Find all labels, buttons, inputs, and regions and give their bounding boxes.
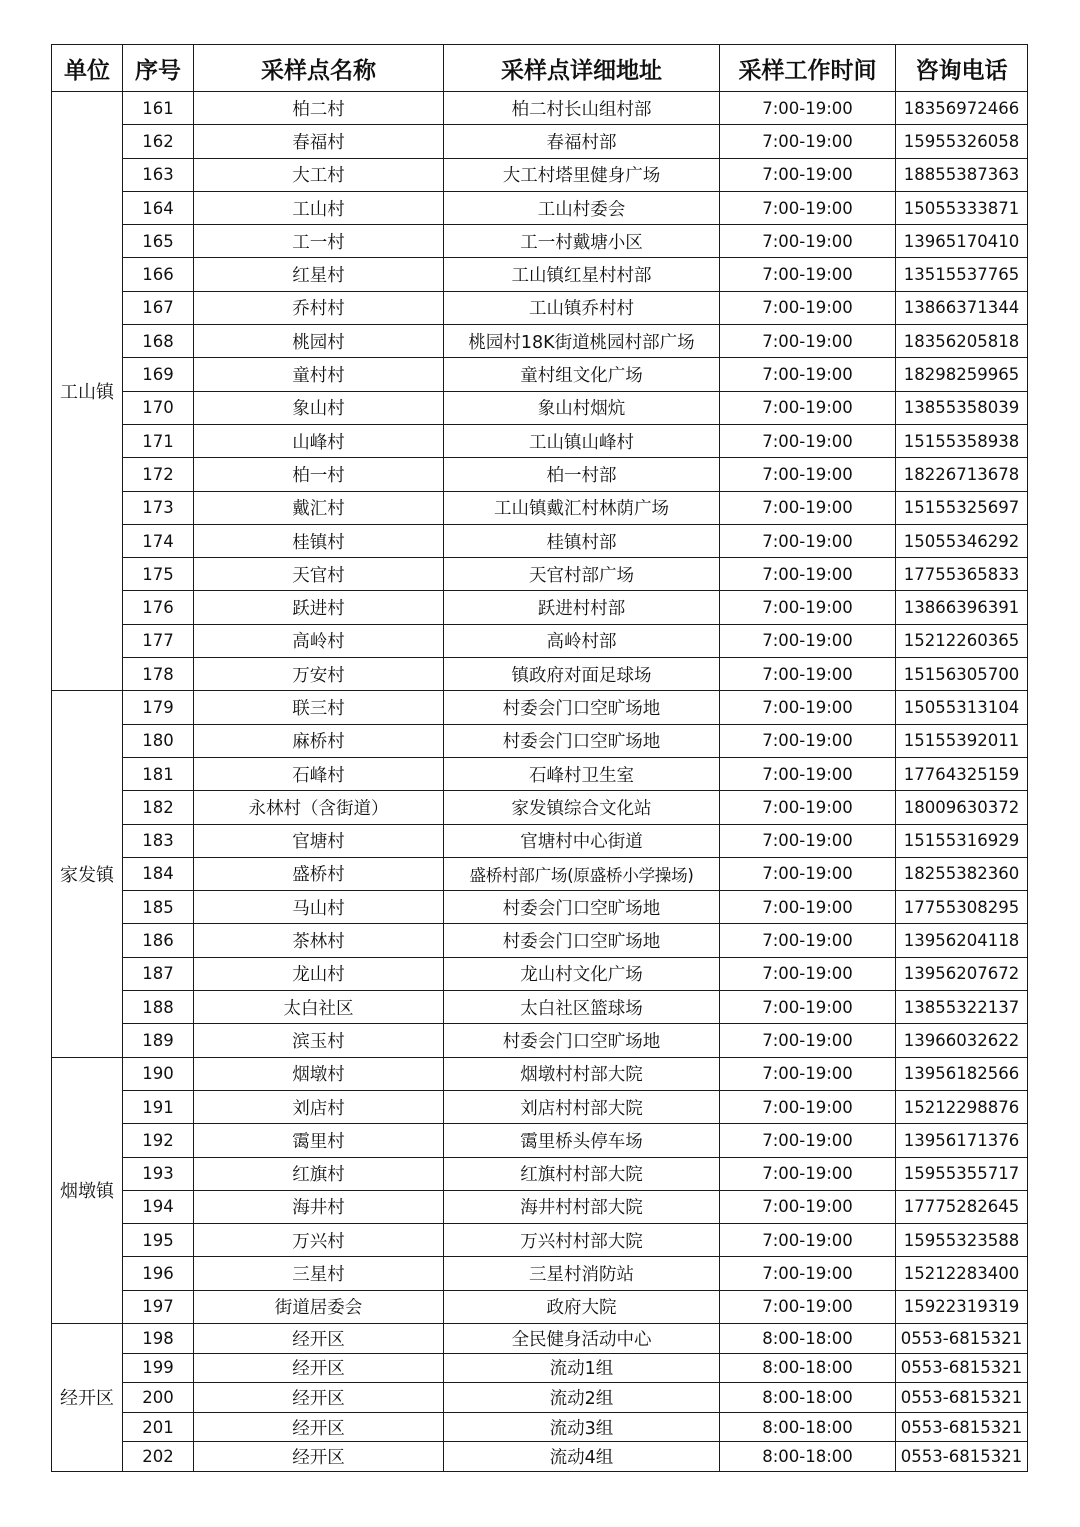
table-row (52, 1057, 1028, 1090)
phone-cell: 15155316929 (896, 824, 1028, 857)
serial-number-cell: 169 (123, 358, 194, 391)
phone-cell: 18009630372 (896, 791, 1028, 824)
table-row (52, 225, 1028, 258)
serial-number-cell: 163 (123, 158, 194, 191)
site-name-cell: 桃园村 (194, 325, 444, 358)
phone-cell: 13956204118 (896, 924, 1028, 957)
serial-number-cell: 190 (123, 1057, 194, 1090)
site-address-cell: 工山镇红星村村部 (444, 258, 720, 291)
work-time-cell: 7:00-19:00 (720, 591, 896, 624)
site-address-cell: 跃进村村部 (444, 591, 720, 624)
work-time-cell: 8:00-18:00 (720, 1442, 896, 1472)
work-time-cell: 7:00-19:00 (720, 1190, 896, 1223)
site-name-cell: 春福村 (194, 125, 444, 158)
site-name-cell: 工山村 (194, 191, 444, 224)
table-row (52, 924, 1028, 957)
serial-number-cell: 171 (123, 424, 194, 457)
work-time-cell: 8:00-18:00 (720, 1412, 896, 1442)
work-time-cell: 7:00-19:00 (720, 1124, 896, 1157)
phone-cell: 0553-6815321 (896, 1442, 1028, 1472)
site-address-cell: 桂镇村部 (444, 524, 720, 557)
site-address-cell: 流动2组 (444, 1383, 720, 1413)
table-row (52, 1124, 1028, 1157)
work-time-cell: 7:00-19:00 (720, 1290, 896, 1323)
phone-cell: 15955326058 (896, 125, 1028, 158)
serial-number-cell: 168 (123, 325, 194, 358)
site-address-cell: 村委会门口空旷场地 (444, 924, 720, 957)
site-name-cell: 经开区 (194, 1383, 444, 1413)
serial-number-cell: 186 (123, 924, 194, 957)
table-row (52, 1257, 1028, 1290)
work-time-cell: 7:00-19:00 (720, 1057, 896, 1090)
serial-number-cell: 187 (123, 957, 194, 990)
work-time-cell: 8:00-18:00 (720, 1323, 896, 1353)
site-address-cell: 全民健身活动中心 (444, 1323, 720, 1353)
table-row (52, 325, 1028, 358)
phone-cell: 15155358938 (896, 424, 1028, 457)
site-name-cell: 霭里村 (194, 1124, 444, 1157)
table-row (52, 624, 1028, 657)
site-name-cell: 太白社区 (194, 991, 444, 1024)
site-name-cell: 柏二村 (194, 92, 444, 125)
unit-cell: 烟墩镇 (52, 1057, 123, 1323)
table-row (52, 991, 1028, 1024)
serial-number-cell: 181 (123, 757, 194, 790)
site-address-cell: 流动3组 (444, 1412, 720, 1442)
work-time-cell: 7:00-19:00 (720, 1257, 896, 1290)
site-address-cell: 柏一村部 (444, 458, 720, 491)
table-row (52, 158, 1028, 191)
serial-number-cell: 179 (123, 691, 194, 724)
phone-cell: 17764325159 (896, 757, 1028, 790)
work-time-cell: 7:00-19:00 (720, 757, 896, 790)
phone-cell: 13956182566 (896, 1057, 1028, 1090)
phone-cell: 18356972466 (896, 92, 1028, 125)
header-phone: 咨询电话 (896, 45, 1028, 92)
table-row (52, 1157, 1028, 1190)
work-time-cell: 7:00-19:00 (720, 857, 896, 890)
site-name-cell: 麻桥村 (194, 724, 444, 757)
serial-number-cell: 164 (123, 191, 194, 224)
serial-number-cell: 193 (123, 1157, 194, 1190)
phone-cell: 18356205818 (896, 325, 1028, 358)
site-name-cell: 街道居委会 (194, 1290, 444, 1323)
table-row (52, 1323, 1028, 1353)
serial-number-cell: 162 (123, 125, 194, 158)
serial-number-cell: 192 (123, 1124, 194, 1157)
phone-cell: 13965170410 (896, 225, 1028, 258)
site-name-cell: 经开区 (194, 1323, 444, 1353)
header-row (52, 45, 1028, 92)
phone-cell: 17755308295 (896, 891, 1028, 924)
phone-cell: 0553-6815321 (896, 1323, 1028, 1353)
site-name-cell: 经开区 (194, 1442, 444, 1472)
work-time-cell: 8:00-18:00 (720, 1353, 896, 1383)
site-name-cell: 童村村 (194, 358, 444, 391)
site-name-cell: 跃进村 (194, 591, 444, 624)
phone-cell: 15212260365 (896, 624, 1028, 657)
serial-number-cell: 197 (123, 1290, 194, 1323)
phone-cell: 18298259965 (896, 358, 1028, 391)
site-address-cell: 龙山村文化广场 (444, 957, 720, 990)
site-name-cell: 大工村 (194, 158, 444, 191)
table-row (52, 791, 1028, 824)
phone-cell: 13966032622 (896, 1024, 1028, 1057)
site-address-cell: 工山村委会 (444, 191, 720, 224)
phone-cell: 13866371344 (896, 291, 1028, 324)
phone-cell: 15212283400 (896, 1257, 1028, 1290)
site-name-cell: 烟墩村 (194, 1057, 444, 1090)
site-name-cell: 红旗村 (194, 1157, 444, 1190)
site-name-cell: 红星村 (194, 258, 444, 291)
serial-number-cell: 184 (123, 857, 194, 890)
serial-number-cell: 170 (123, 391, 194, 424)
table-row (52, 591, 1028, 624)
site-address-cell: 刘店村村部大院 (444, 1090, 720, 1123)
phone-cell: 15055313104 (896, 691, 1028, 724)
phone-cell: 17775282645 (896, 1190, 1028, 1223)
site-name-cell: 石峰村 (194, 757, 444, 790)
site-address-cell: 流动1组 (444, 1353, 720, 1383)
table-row (52, 491, 1028, 524)
work-time-cell: 7:00-19:00 (720, 724, 896, 757)
serial-number-cell: 175 (123, 558, 194, 591)
site-name-cell: 官塘村 (194, 824, 444, 857)
site-name-cell: 三星村 (194, 1257, 444, 1290)
work-time-cell: 7:00-19:00 (720, 125, 896, 158)
serial-number-cell: 165 (123, 225, 194, 258)
serial-number-cell: 166 (123, 258, 194, 291)
table-row (52, 891, 1028, 924)
site-name-cell: 经开区 (194, 1353, 444, 1383)
site-address-cell: 工山镇戴汇村林荫广场 (444, 491, 720, 524)
table-row (52, 1383, 1028, 1413)
work-time-cell: 7:00-19:00 (720, 391, 896, 424)
phone-cell: 13855322137 (896, 991, 1028, 1024)
site-address-cell: 工一村戴塘小区 (444, 225, 720, 258)
site-name-cell: 海井村 (194, 1190, 444, 1223)
work-time-cell: 7:00-19:00 (720, 658, 896, 691)
table-row (52, 458, 1028, 491)
work-time-cell: 7:00-19:00 (720, 325, 896, 358)
site-address-cell: 盛桥村部广场(原盛桥小学操场) (444, 857, 720, 890)
work-time-cell: 7:00-19:00 (720, 358, 896, 391)
site-name-cell: 万兴村 (194, 1224, 444, 1257)
site-name-cell: 永林村（含街道） (194, 791, 444, 824)
header-time: 采样工作时间 (720, 45, 896, 92)
table-body (52, 92, 1028, 1472)
work-time-cell: 7:00-19:00 (720, 558, 896, 591)
work-time-cell: 7:00-19:00 (720, 92, 896, 125)
site-address-cell: 村委会门口空旷场地 (444, 691, 720, 724)
serial-number-cell: 177 (123, 624, 194, 657)
site-address-cell: 村委会门口空旷场地 (444, 891, 720, 924)
serial-number-cell: 183 (123, 824, 194, 857)
work-time-cell: 7:00-19:00 (720, 957, 896, 990)
serial-number-cell: 182 (123, 791, 194, 824)
serial-number-cell: 201 (123, 1412, 194, 1442)
phone-cell: 15955355717 (896, 1157, 1028, 1190)
work-time-cell: 7:00-19:00 (720, 291, 896, 324)
site-name-cell: 茶林村 (194, 924, 444, 957)
unit-cell: 工山镇 (52, 92, 123, 691)
site-name-cell: 万安村 (194, 658, 444, 691)
work-time-cell: 7:00-19:00 (720, 791, 896, 824)
phone-cell: 13956207672 (896, 957, 1028, 990)
phone-cell: 13855358039 (896, 391, 1028, 424)
work-time-cell: 8:00-18:00 (720, 1383, 896, 1413)
serial-number-cell: 173 (123, 491, 194, 524)
site-address-cell: 高岭村部 (444, 624, 720, 657)
table-row (52, 1090, 1028, 1123)
site-address-cell: 镇政府对面足球场 (444, 658, 720, 691)
site-address-cell: 村委会门口空旷场地 (444, 724, 720, 757)
table-row (52, 358, 1028, 391)
phone-cell: 15055333871 (896, 191, 1028, 224)
site-name-cell: 刘店村 (194, 1090, 444, 1123)
site-name-cell: 象山村 (194, 391, 444, 424)
site-address-cell: 石峰村卫生室 (444, 757, 720, 790)
site-name-cell: 龙山村 (194, 957, 444, 990)
site-address-cell: 红旗村村部大院 (444, 1157, 720, 1190)
site-address-cell: 村委会门口空旷场地 (444, 1024, 720, 1057)
serial-number-cell: 161 (123, 92, 194, 125)
site-name-cell: 联三村 (194, 691, 444, 724)
table-row (52, 1024, 1028, 1057)
serial-number-cell: 199 (123, 1353, 194, 1383)
serial-number-cell: 194 (123, 1190, 194, 1223)
phone-cell: 15155325697 (896, 491, 1028, 524)
work-time-cell: 7:00-19:00 (720, 491, 896, 524)
phone-cell: 0553-6815321 (896, 1412, 1028, 1442)
site-name-cell: 山峰村 (194, 424, 444, 457)
table-row (52, 1190, 1028, 1223)
site-name-cell: 柏一村 (194, 458, 444, 491)
work-time-cell: 7:00-19:00 (720, 691, 896, 724)
site-address-cell: 工山镇山峰村 (444, 424, 720, 457)
site-address-cell: 工山镇乔村村 (444, 291, 720, 324)
site-address-cell: 大工村塔里健身广场 (444, 158, 720, 191)
phone-cell: 13956171376 (896, 1124, 1028, 1157)
phone-cell: 18855387363 (896, 158, 1028, 191)
site-address-cell: 柏二村长山组村部 (444, 92, 720, 125)
site-name-cell: 滨玉村 (194, 1024, 444, 1057)
table-row (52, 1442, 1028, 1472)
site-address-cell: 政府大院 (444, 1290, 720, 1323)
phone-cell: 15055346292 (896, 524, 1028, 557)
work-time-cell: 7:00-19:00 (720, 624, 896, 657)
site-name-cell: 桂镇村 (194, 524, 444, 557)
site-address-cell: 家发镇综合文化站 (444, 791, 720, 824)
sampling-points-table (51, 44, 1028, 1472)
table-row (52, 957, 1028, 990)
work-time-cell: 7:00-19:00 (720, 991, 896, 1024)
work-time-cell: 7:00-19:00 (720, 824, 896, 857)
table-row (52, 291, 1028, 324)
table-row (52, 1290, 1028, 1323)
phone-cell: 13866396391 (896, 591, 1028, 624)
work-time-cell: 7:00-19:00 (720, 891, 896, 924)
table-row (52, 757, 1028, 790)
work-time-cell: 7:00-19:00 (720, 1090, 896, 1123)
site-name-cell: 戴汇村 (194, 491, 444, 524)
table-row (52, 824, 1028, 857)
site-address-cell: 海井村村部大院 (444, 1190, 720, 1223)
phone-cell: 15212298876 (896, 1090, 1028, 1123)
serial-number-cell: 198 (123, 1323, 194, 1353)
serial-number-cell: 167 (123, 291, 194, 324)
work-time-cell: 7:00-19:00 (720, 524, 896, 557)
phone-cell: 15955323588 (896, 1224, 1028, 1257)
phone-cell: 17755365833 (896, 558, 1028, 591)
work-time-cell: 7:00-19:00 (720, 158, 896, 191)
serial-number-cell: 185 (123, 891, 194, 924)
table-row (52, 558, 1028, 591)
work-time-cell: 7:00-19:00 (720, 458, 896, 491)
site-address-cell: 万兴村村部大院 (444, 1224, 720, 1257)
table-row (52, 1412, 1028, 1442)
header-unit: 单位 (52, 45, 123, 92)
work-time-cell: 7:00-19:00 (720, 225, 896, 258)
work-time-cell: 7:00-19:00 (720, 1157, 896, 1190)
table-row (52, 658, 1028, 691)
header-no: 序号 (123, 45, 194, 92)
site-name-cell: 乔村村 (194, 291, 444, 324)
phone-cell: 0553-6815321 (896, 1353, 1028, 1383)
site-name-cell: 马山村 (194, 891, 444, 924)
site-address-cell: 官塘村中心街道 (444, 824, 720, 857)
site-address-cell: 童村组文化广场 (444, 358, 720, 391)
serial-number-cell: 174 (123, 524, 194, 557)
table-row (52, 258, 1028, 291)
work-time-cell: 7:00-19:00 (720, 1024, 896, 1057)
table-row (52, 1353, 1028, 1383)
unit-cell: 家发镇 (52, 691, 123, 1057)
site-address-cell: 烟墩村村部大院 (444, 1057, 720, 1090)
phone-cell: 13515537765 (896, 258, 1028, 291)
unit-cell: 经开区 (52, 1323, 123, 1471)
site-name-cell: 盛桥村 (194, 857, 444, 890)
site-name-cell: 天官村 (194, 558, 444, 591)
serial-number-cell: 176 (123, 591, 194, 624)
header-address: 采样点详细地址 (444, 45, 720, 92)
site-address-cell: 霭里桥头停车场 (444, 1124, 720, 1157)
table-row (52, 92, 1028, 125)
table-row (52, 691, 1028, 724)
site-address-cell: 太白社区篮球场 (444, 991, 720, 1024)
site-address-cell: 象山村烟炕 (444, 391, 720, 424)
header-name: 采样点名称 (194, 45, 444, 92)
serial-number-cell: 172 (123, 458, 194, 491)
site-address-cell: 流动4组 (444, 1442, 720, 1472)
site-name-cell: 经开区 (194, 1412, 444, 1442)
phone-cell: 0553-6815321 (896, 1383, 1028, 1413)
site-address-cell: 春福村部 (444, 125, 720, 158)
work-time-cell: 7:00-19:00 (720, 1224, 896, 1257)
phone-cell: 15922319319 (896, 1290, 1028, 1323)
serial-number-cell: 191 (123, 1090, 194, 1123)
serial-number-cell: 178 (123, 658, 194, 691)
site-address-cell: 桃园村18K街道桃园村部广场 (444, 325, 720, 358)
table-row (52, 424, 1028, 457)
table-row (52, 191, 1028, 224)
site-address-cell: 天官村部广场 (444, 558, 720, 591)
table-row (52, 857, 1028, 890)
table-row (52, 391, 1028, 424)
phone-cell: 15156305700 (896, 658, 1028, 691)
serial-number-cell: 202 (123, 1442, 194, 1472)
serial-number-cell: 200 (123, 1383, 194, 1413)
serial-number-cell: 195 (123, 1224, 194, 1257)
serial-number-cell: 189 (123, 1024, 194, 1057)
work-time-cell: 7:00-19:00 (720, 258, 896, 291)
serial-number-cell: 180 (123, 724, 194, 757)
site-name-cell: 高岭村 (194, 624, 444, 657)
serial-number-cell: 188 (123, 991, 194, 1024)
work-time-cell: 7:00-19:00 (720, 924, 896, 957)
work-time-cell: 7:00-19:00 (720, 424, 896, 457)
work-time-cell: 7:00-19:00 (720, 191, 896, 224)
phone-cell: 18226713678 (896, 458, 1028, 491)
table-row (52, 524, 1028, 557)
site-name-cell: 工一村 (194, 225, 444, 258)
phone-cell: 18255382360 (896, 857, 1028, 890)
table-row (52, 724, 1028, 757)
table-row (52, 125, 1028, 158)
table-row (52, 1224, 1028, 1257)
phone-cell: 15155392011 (896, 724, 1028, 757)
site-address-cell: 三星村消防站 (444, 1257, 720, 1290)
serial-number-cell: 196 (123, 1257, 194, 1290)
